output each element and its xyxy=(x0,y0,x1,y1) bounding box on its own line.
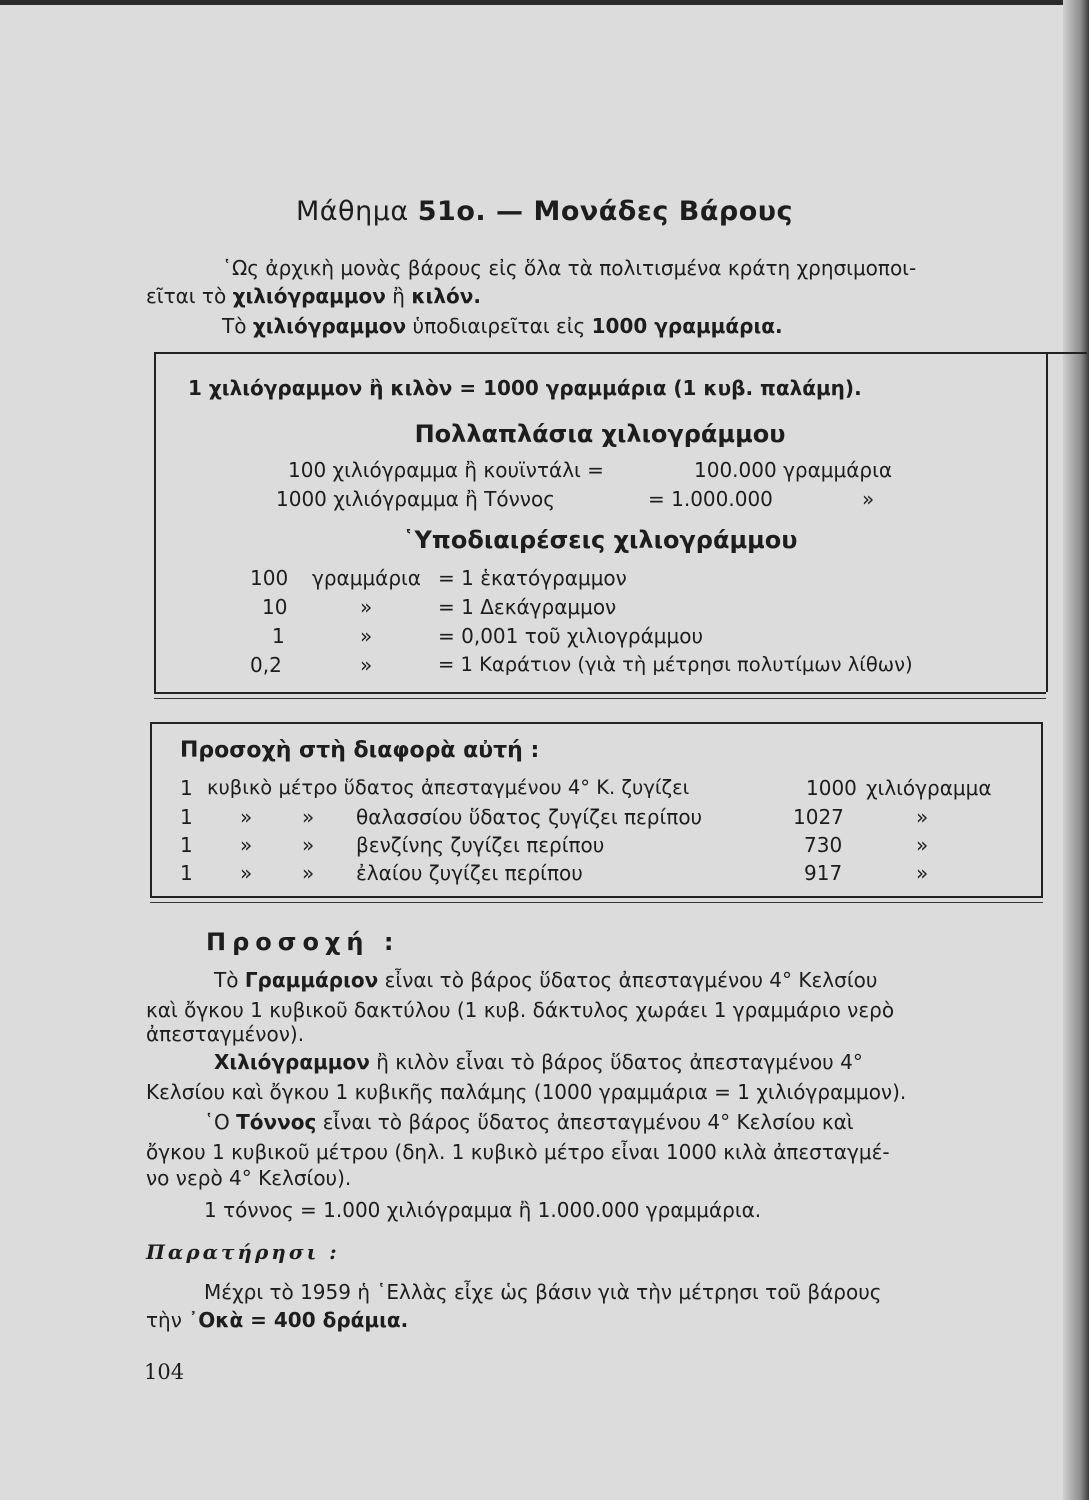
multiple-row-quintal xyxy=(288,458,604,482)
multiple-tonne-value: = 1.000.000 xyxy=(648,487,773,511)
attention-p3-line1 xyxy=(204,1110,854,1134)
title-prefix: Μάθημα xyxy=(295,196,418,227)
density-ditto-2: » xyxy=(302,833,315,857)
term-gram: Γραμμάριον xyxy=(244,968,379,992)
attention-p3-c: εἶναι τὸ βάρος ὕδατος ἀπεσταγμένου 4° Κελσίου καὶ xyxy=(316,1110,854,1134)
density-qty: 1 xyxy=(180,776,193,800)
intro-line-3-c: ὑποδιαιρεῖται εἰς xyxy=(406,314,592,338)
subdivision-unit: » xyxy=(360,653,373,677)
density-desc: κυβικὸ μέτρο ὕδατος ἀπεσταγμένου 4° Κ. ζυγίζει xyxy=(207,776,690,799)
density-value: 1000 xyxy=(806,776,857,800)
note-heading: Παρατήρησι : xyxy=(146,1240,340,1264)
attention-p1-line2: καὶ ὄγκου 1 κυβικοῦ δακτύλου (1 κυβ. δάκτυλος χωράει 1 γραμμάριο νερὸ xyxy=(146,998,895,1022)
box2-bottom-rule xyxy=(150,896,1043,898)
kilogram-definition: 1 χιλιόγραμμον ἢ κιλὸν = 1000 γραμμάρια (1 κυβ. παλάμη). xyxy=(188,376,862,400)
attention-p1-line1 xyxy=(214,968,877,992)
intro-term-kilogram: χιλιόγραμμον xyxy=(232,284,386,308)
note-line-2 xyxy=(146,1308,408,1332)
subdivision-equivalent: = 0,001 τοῦ χιλιογράμμου xyxy=(438,624,704,648)
term-tonne: Τόννος xyxy=(236,1110,317,1134)
intro-line-2-a: εῖται τὸ xyxy=(146,284,233,308)
attention-p1-c: εἶναι τὸ βάρος ὕδατος ἀπεσταγμένου 4° Κελσίου xyxy=(378,968,878,992)
term-kilogram: Χιλιόγραμμον xyxy=(214,1050,370,1074)
density-ditto-2: » xyxy=(302,861,315,885)
attention-p3-a: ῾Ο xyxy=(204,1110,237,1134)
density-ditto-1: » xyxy=(240,861,253,885)
difference-heading: Προσοχὴ στὴ διαφορὰ αὐτή : xyxy=(180,738,540,763)
subdivision-unit: » xyxy=(360,595,373,619)
subdivisions-heading: ῾Υποδιαιρέσεις χιλιογράμμου xyxy=(402,526,798,554)
density-value: 917 xyxy=(804,861,843,885)
attention-p2-b: ἢ κιλὸν εἶναι τὸ βάρος ὕδατος ἀπεσταγμένου 4° xyxy=(369,1050,863,1074)
density-ditto-1: » xyxy=(240,805,253,829)
subdivision-qty: 10 xyxy=(262,595,288,619)
multiple-quintal-left: 100 χιλιόγραμμα ἢ κουϊντάλι = xyxy=(288,458,604,482)
title-lesson: 51ο. — Μονάδες Βάρους xyxy=(417,196,794,227)
multiple-quintal-right: 100.000 γραμμάρια xyxy=(694,458,893,482)
density-ditto-2: » xyxy=(302,805,315,829)
subdivision-equivalent: = 1 ἑκατόγραμμον xyxy=(438,566,627,590)
density-desc: βενζίνης ζυγίζει περίπου xyxy=(356,833,605,857)
attention-p1-line3: ἀπεσταγμένον). xyxy=(146,1022,305,1046)
intro-line-3-a: Τὸ xyxy=(222,314,253,338)
density-desc: ἐλαίου ζυγίζει περίπου xyxy=(356,861,583,885)
intro-line-1: ῾Ως ἀρχικὴ μονὰς βάρους εἰς ὅλα τὰ πολιτισμένα κράτη χρησιμοποι- xyxy=(222,256,917,280)
attention-p3-line3: νο νερὸ 4° Κελσίου). xyxy=(146,1166,352,1190)
attention-p2-line2: Κελσίου καὶ ὄγκου 1 κυβικῆς παλάμης (1000 γραμμάρια = 1 χιλιόγραμμον). xyxy=(146,1080,907,1104)
density-unit: » xyxy=(916,833,929,857)
density-ditto-1: » xyxy=(240,833,253,857)
note-line-2-a: τὴν xyxy=(146,1308,189,1332)
intro-line-2-c: ἢ xyxy=(385,284,412,308)
note-line-1: Μέχρι τὸ 1959 ἡ ῾Ελλὰς εἶχε ὡς βάσιν γιὰ τὴν μέτρησι τοῦ βάρους xyxy=(204,1280,882,1304)
density-unit: χιλιόγραμμα xyxy=(866,776,992,800)
subdivision-qty: 0,2 xyxy=(250,653,282,677)
multiples-heading: Πολλαπλάσια χιλιογράμμου xyxy=(414,420,786,448)
intro-line-3-term: χιλιόγραμμον xyxy=(252,314,407,338)
subdivision-equivalent: = 1 Δεκάγραμμον xyxy=(438,595,617,619)
page-title xyxy=(0,196,1089,227)
density-qty: 1 xyxy=(180,861,193,885)
tonne-conversion: 1 τόννος = 1.000 χιλιόγραμμα ἢ 1.000.000 γραμμάρια. xyxy=(204,1198,762,1222)
subdivision-unit: » xyxy=(360,624,373,648)
attention-heading: Προσοχή : xyxy=(206,928,400,956)
term-oka: ᾿Οκὰ = 400 δράμια. xyxy=(188,1308,409,1332)
subdivision-qty: 1 xyxy=(272,624,285,648)
density-unit: » xyxy=(916,861,929,885)
attention-p1-a: Τὸ xyxy=(214,968,245,992)
page-number: 104 xyxy=(144,1360,185,1384)
page-top-edge xyxy=(0,0,1089,5)
density-unit: » xyxy=(916,805,929,829)
attention-p2-line1 xyxy=(214,1050,863,1074)
density-value: 1027 xyxy=(793,805,844,829)
subdivision-unit: γραμμάρια xyxy=(312,566,421,590)
subdivision-qty: 100 xyxy=(250,566,289,590)
attention-p3-line2: ὄγκου 1 κυβικοῦ μέτρου (δηλ. 1 κυβικὸ μέτρο εἶναι 1000 κιλὰ ἀπεσταγμέ- xyxy=(146,1140,890,1164)
density-value: 730 xyxy=(804,833,843,857)
density-qty: 1 xyxy=(180,805,193,829)
multiple-row-tonne: 1000 χιλιόγραμμα ἢ Τόννος xyxy=(276,487,555,511)
multiple-tonne-unit: » xyxy=(862,487,875,511)
box2-bottom-rule-2 xyxy=(150,902,1043,903)
intro-term-kilo: κιλόν. xyxy=(411,284,481,308)
box1-bottom-rule xyxy=(154,692,1046,694)
subdivision-equivalent: = 1 Καράτιον (γιὰ τὴ μέτρησι πολυτίμων λίθων) xyxy=(438,653,913,676)
density-qty: 1 xyxy=(180,833,193,857)
density-desc: θαλασσίου ὕδατος ζυγίζει περίπου xyxy=(356,805,703,829)
intro-line-2 xyxy=(146,284,481,308)
box1-bottom-rule-2 xyxy=(154,698,1046,699)
intro-line-3-grams: 1000 γραμμάρια. xyxy=(591,314,783,338)
intro-line-3 xyxy=(222,314,783,338)
